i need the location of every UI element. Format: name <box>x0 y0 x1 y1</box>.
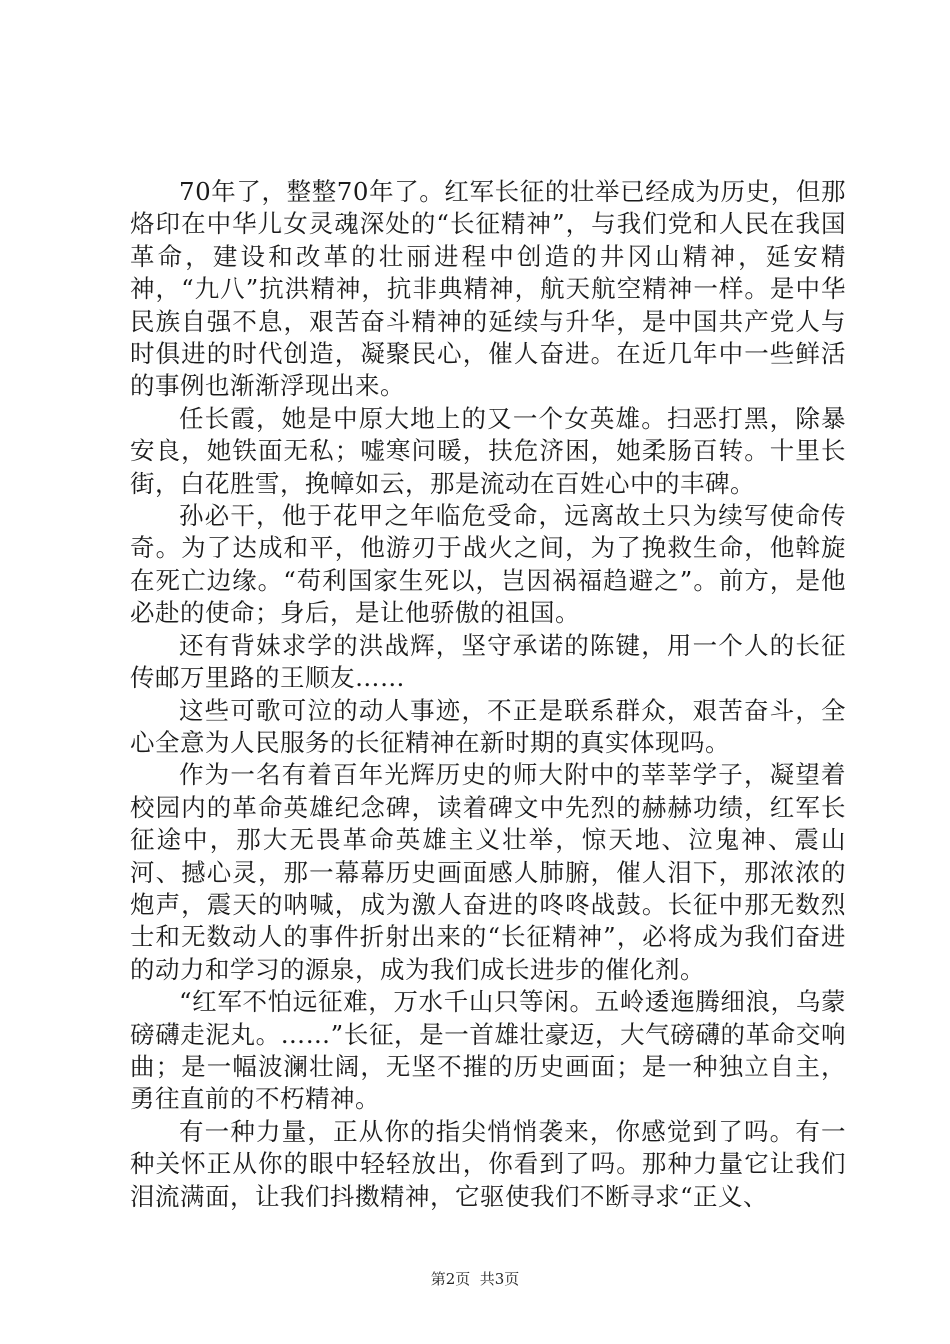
paragraph-7: “红军不怕远征难，万水千山只等闲。五岭逶迤腾细浪，乌蒙磅礴走泥丸。……”长征，是一首雄壮豪迈，大气磅礴的革命交响曲；是一幅波澜壮阔，无坚不摧的历史画面；是一种独立自主，勇往直前的不朽精神。 <box>130 987 846 1114</box>
paragraph-1: 70年了，整整70年了。红军长征的壮举已经成为历史，但那烙印在中华儿女灵魂深处的“长征精神”，与我们党和人民在我国革命，建设和改革的壮丽进程中创造的井冈山精神，延安精神，“九八”抗洪精神，抗非典精神，航天航空精神一样。是中华民族自强不息，艰苦奋斗精神的延续与升华，是中国共产党人与时俱进的时代创造，凝聚民心，催人奋进。在近几年中一些鲜活的事例也渐渐浮现出来。 <box>130 177 846 401</box>
page-number: 第2页 共3页 <box>430 1270 520 1288</box>
paragraph-6: 作为一名有着百年光辉历史的师大附中的莘莘学子，凝望着校园内的革命英雄纪念碑，读着碑文中先烈的赫赫功绩，红军长征途中，那大无畏革命英雄主义壮举，惊天地、泣鬼神、震山河、撼心灵，那一幕幕历史画面感人肺腑，催人泪下，那浓浓的炮声，震天的呐喊，成为激人奋进的咚咚战鼓。长征中那无数烈士和无数动人的事件折射出来的“长征精神”，必将成为我们奋进的动力和学习的源泉，成为我们成长进步的催化剂。 <box>130 760 846 984</box>
paragraph-3: 孙必干，他于花甲之年临危受命，远离故土只为续写使命传奇。为了达成和平，他游刃于战火之间，为了挽救生命，他斡旋在死亡边缘。“苟利国家生死以，岂因祸福趋避之”。前方，是他必赴的使命；身后，是让他骄傲的祖国。 <box>130 501 846 628</box>
paragraph-5: 这些可歌可泣的动人事迹，不正是联系群众，艰苦奋斗，全心全意为人民服务的长征精神在新时期的真实体现吗。 <box>130 695 846 757</box>
paragraph-2: 任长霞，她是中原大地上的又一个女英雄。扫恶打黑，除暴安良，她铁面无私；嘘寒问暖，扶危济困，她柔肠百转。十里长街，白花胜雪，挽幛如云，那是流动在百姓心中的丰碑。 <box>130 403 846 498</box>
paragraph-4: 还有背妹求学的洪战辉，坚守承诺的陈键，用一个人的长征传邮万里路的王顺友…… <box>130 630 846 693</box>
document-body <box>130 176 846 1213</box>
page-footer <box>0 1268 950 1289</box>
paragraph-8: 有一种力量，正从你的指尖悄悄袭来，你感觉到了吗。有一种关怀正从你的眼中轻轻放出，你看到了吗。那种力量它让我们泪流满面，让我们抖擞精神，它驱使我们不断寻求“正义、 <box>130 1116 846 1211</box>
